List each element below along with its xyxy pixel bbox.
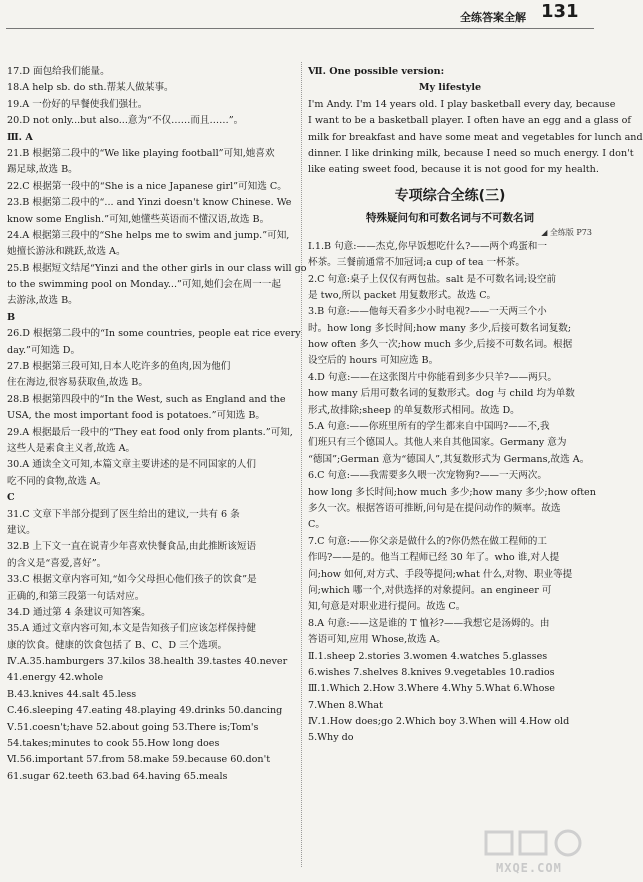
text-line: 问;which 哪一个,对供选择的对象提问。an engineer 可 [308,584,552,596]
text-line: milk for breakfast and have some meat and vegetables for lunch and [308,131,643,143]
text-line: Ⅲ.1.Which 2.How 3.Where 4.Why 5.What 6.Whose [308,683,555,695]
text-line: B.43.knives 44.salt 45.less [7,688,137,700]
text-line: 形式,故排除;sheep 的单复数形式相同。故选 D。 [308,404,520,416]
text-line: 32.B 上下文一直在说青少年喜欢快餐食品,由此推断该短语 [7,541,257,553]
text-line: dinner. I like drinking milk, because I need so much energy. I don't [308,147,634,159]
text-line: 34.D 通过第 4 条建议可知答案。 [7,606,151,618]
text-line: 5.Why do [308,732,354,744]
text-line: 3.B 句意:——他每天看多少小时电视?——一天两三个小 [308,306,547,318]
section-title: 专项综合全练(三) [394,187,506,204]
text-line: “德国”;German 意为“德国人”,其复数形式为 Germans,故选 A。 [308,453,590,465]
text-line: 6.C 句意:——我需要多久喂一次宠物狗?——一天两次。 [308,470,547,482]
left-column [7,64,307,785]
section-subtitle: 特殊疑问句和可数名词与不可数名词 [366,211,534,224]
text-line: Ⅶ. One possible version: [308,66,445,77]
text-line: how often 多久一次;how much 多少,后接不可数名词。根据 [308,339,573,351]
text-line: 杯茶。三餐前通常不加冠词;a cup of tea 一杯茶。 [308,257,525,269]
text-line: 康的饮食。健康的饮食包括了 B、C、D 三个选项。 [7,639,228,651]
text-line: USA, the most important food is potatoes.”可知选 B。 [7,410,265,422]
text-line: Ⅳ.A.35.hamburgers 37.kilos 38.health 39.tastes 40.never [7,656,288,668]
text-line: 知,句意是对职业进行提问。故选 C。 [308,601,466,613]
text-line: 作吗?——是的。他当工程师已经 30 年了。who 谁,对人提 [308,552,560,564]
text-line: 答语可知,应用 Whose,故选 A。 [308,634,446,646]
text-line: C。 [308,519,325,531]
text-line: C.46.sleeping 47.eating 48.playing 49.drinks 50.dancing [7,705,283,717]
text-line: 54.takes;minutes to cook 55.How long does [7,738,220,750]
right-column [308,64,643,747]
text-line: 27.B 根据第三段可知,日本人吃许多的鱼肉,因为他们 [7,361,231,373]
text-line: 吃不同的食物,故选 A。 [7,475,107,487]
text-line: 的含义是“喜爱,喜好”。 [7,557,107,569]
text-line: like eating sweet food, because it is not good for my health. [308,164,599,176]
text-line: Ⅱ.1.sheep 2.stories 3.women 4.watches 5.glasses [308,650,548,662]
text-line: 20.D not only...but also...意为“不仅……而且……”。 [7,115,244,127]
text-line: 8.A 句意:——这是谁的 T 恤衫?——我想它是汤姆的。由 [308,617,550,629]
text-line: 33.C 根据文章内容可知,“如今父母担心他们孩子的饮食”是 [7,574,257,586]
text-line: 4.D 句意:——在这张图片中你能看到多少只羊?——两只。 [308,371,557,383]
text-line: 去游泳,故选 B。 [7,295,78,307]
text-line: 们班只有三个德国人。其他人来自其他国家。Germany 意为 [308,437,567,449]
text-line: C [7,492,15,504]
text-line: 28.B 根据第四段中的“In the West, such as England and the [7,393,286,405]
text-line: 41.energy 42.whole [7,672,104,684]
text-line: B [7,311,16,323]
text-line: 7.When 8.What [308,699,383,711]
text-line: 多久一次。根据答语可推断,问句是在提问动作的频率。故选 [308,502,561,514]
text-line: 19.A 一份好的早餐使我们强壮。 [7,98,148,110]
text-line: 22.C 根据第一段中的“She is a nice Japanese girl”可知选 C。 [7,180,287,192]
text-line: day.”可知选 D。 [7,344,81,356]
header-label: 全练答案全解 [460,11,526,24]
header-rule [6,28,594,29]
text-line: 建议。 [7,524,36,536]
text-line: Ⅰ.1.B 句意:——杰克,你早饭想吃什么?——两个鸡蛋和一 [308,240,547,252]
text-line: Ⅲ. A [7,131,33,143]
text-line: to the swimming pool on Monday...”可知,她们会在周一一起 [7,279,281,291]
text-line: 住在海边,很容易获取鱼,故选 B。 [7,377,148,389]
text-line: 35.A 通过文章内容可知,本文是告知孩子们应该怎样保持健 [7,623,256,635]
text-line: how long 多长时间;how much 多少;how many 多少;how often [308,486,596,498]
text-line: 5.A 句意:——你班里所有的学生都来自中国吗?——不,我 [308,421,550,433]
text-line: 这些人是素食主义者,故选 A。 [7,442,136,454]
text-line: I want to be a basketball player. I often have an egg and a glass of [308,115,631,127]
text-line: 18.A help sb. do sth.帮某人做某事。 [7,82,174,94]
watermark-text: MXQE.COM [496,861,562,875]
text-line: Ⅳ.1.How does;go 2.Which boy 3.When will 4.How old [308,716,570,728]
text-line: 26.D 根据第二段中的“In some countries, people eat rice every [7,328,301,340]
text-line: Ⅴ.51.coesn't;have 52.about going 53.There is;Tom's [7,721,259,733]
text-line: how many 后用可数名词的复数形式。dog 与 child 均为单数 [308,388,575,400]
text-line: 61.sugar 62.teeth 63.bad 64.having 65.meals [7,770,228,782]
text-line: 2.C 句意:桌子上仅仅有两包盐。salt 是不可数名词;设空前 [308,273,557,285]
text-line: 她擅长游泳和跳跃,故选 A。 [7,246,126,258]
essay-section [308,64,643,179]
text-line: 时。how long 多长时间;how many 多少,后接可数名词复数; [308,322,572,334]
text-line: 设空后的 hours 可知应选 B。 [308,355,439,367]
text-line: 7.C 句意:——你父亲是做什么的?你仍然在做工程师的工 [308,535,547,547]
text-line: 踢足球,故选 B。 [7,164,78,176]
text-line: know some English.”可知,她懂些英语而不懂汉语,故选 B。 [7,213,270,225]
text-line: 6.wishes 7.shelves 8.knives 9.vegetables 10.radios [308,666,555,678]
text-line: 30.A 通读全文可知,本篇文章主要讲述的是不同国家的人们 [7,459,256,471]
text-line: 29.A 根据最后一段中的“They eat food only from plants.”可知, [7,426,293,438]
section-tag: ◢ 全练版 P73 [541,227,592,237]
text-line: 21.B 根据第二段中的“We like playing football”可知,她喜欢 [7,147,275,159]
answers-section [308,239,596,747]
text-line: My lifestyle [418,82,482,94]
text-line: 正确的,和第三段第一句话对应。 [7,590,145,602]
text-line: Ⅵ.56.important 57.from 58.make 59.because 60.don't [7,754,271,766]
text-line: 是 two,所以 packet 用复数形式。故选 C。 [308,289,497,301]
text-line: 31.C 文章下半部分提到了医生给出的建议,一共有 6 条 [7,508,240,520]
text-line: 25.B 根据短文结尾“Yinzi and the other girls in our class will go [7,262,307,274]
text-line: I'm Andy. I'm 14 years old. I play basketball every day, because [308,98,616,110]
text-line: 问;how 如何,对方式、手段等提问;what 什么,对物、职业等提 [308,568,573,580]
text-line: 24.A 根据第三段中的“She helps me to swim and jump.”可知, [7,229,290,241]
text-line: 17.D 面包给我们能量。 [7,66,110,77]
page-number: 131 [541,1,579,22]
column-divider [301,62,302,867]
text-line: 23.B 根据第二段中的“... and Yinzi doesn't know Chinese. We [7,197,292,209]
